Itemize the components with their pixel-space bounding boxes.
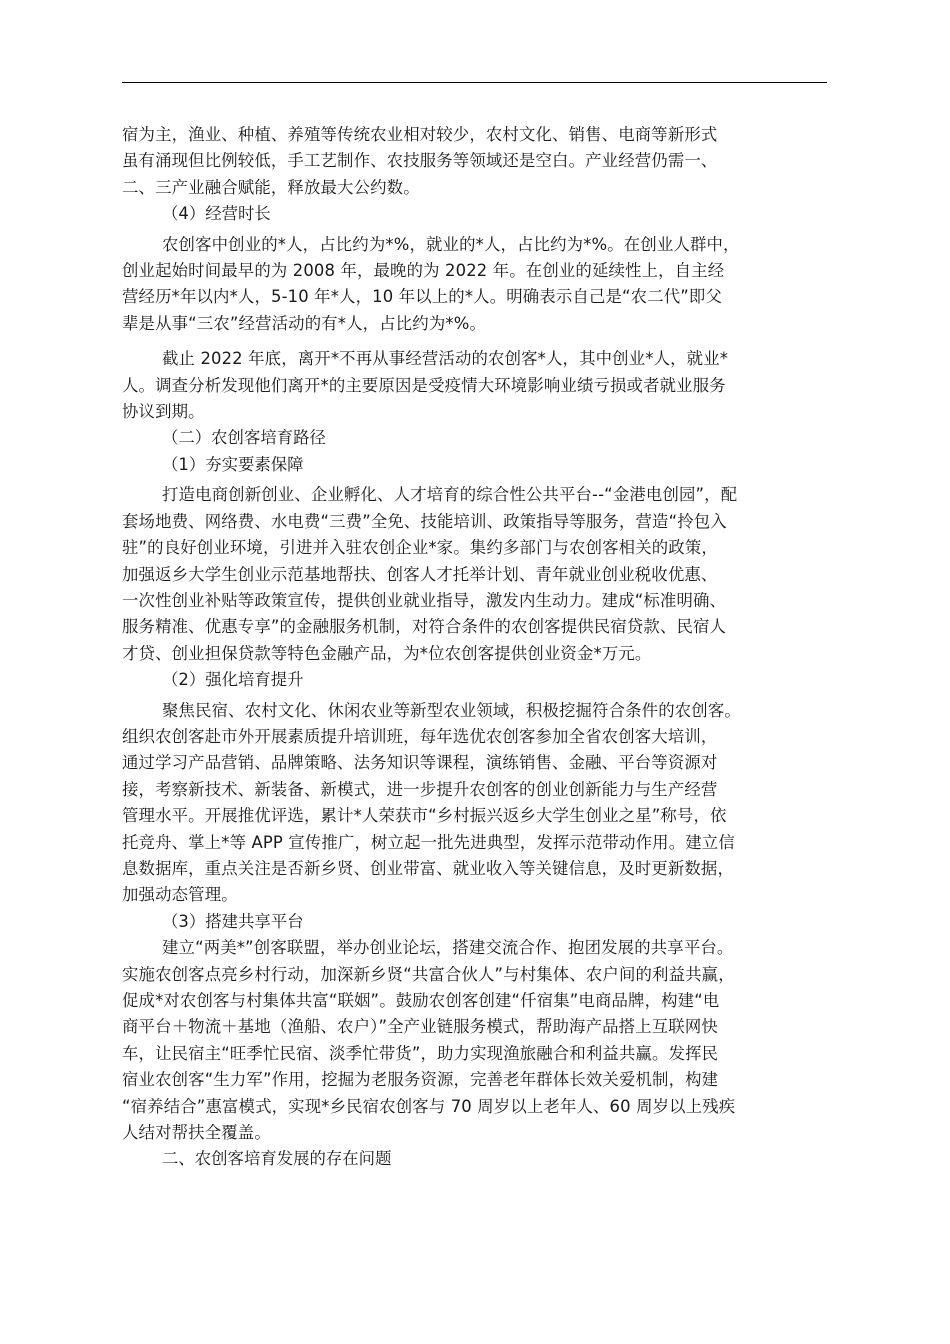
paragraph-platform: 建立“两美*”创客联盟，举办创业论坛，搭建交流合作、抱团发展的共享平台。 实施农创客点亮乡村行动，加深新乡贤“共富合伙人”与村集体、农户间的利益共赢， 促成*对农创客与村集体共富“联姻”。鼓励农创客创建“仟宿集”电商品牌，构建“电 商平台＋物流＋基地（渔船、农户）”全产业链服务模式，帮助海产品搭上互联网快 车，让民宿主“旺季忙民宿、淡季忙带货”，助力实现渔旅融合和利益共赢。发挥民 宿业农创客“生力军”作用，挖掘为老服务资源，完善老年群体长效关爱机制，构建 “宿养结合”惠富模式，实现*乡民宿农创客与 70 周岁以上老年人、60 周岁以上残疾 人结对帮扶全覆盖。 [122, 938, 736, 1143]
header-rule [122, 82, 827, 83]
paragraph-training: 聚焦民宿、农村文化、休闲农业等新型农业领域，积极挖掘符合条件的农创客。 组织农创客赴市外开展素质提升培训班，每年选优农创客参加全省农创客大培训， 通过学习产品营销、品牌策略、法务知识等课程，演练销售、金融、平台等资源对 接，考察新技术、新装备、新模式，进一步提升农创客的创业创新能力与生产经营 管理水平。开展推优评选，累计*人荣获市“乡村振兴返乡大学生创业之星”称号，依 托竞舟、掌上*等 APP 宣传推广，树立起一批先进典型，发挥示范带动作用。建立信 息数据库，重点关注是否新乡贤、创业带富、就业收入等关键信息，及时更新数据， 加强动态管理。 [122, 700, 741, 905]
heading-operation-duration: （4）经营时长 [162, 204, 271, 224]
heading-platform: （3）搭建共享平台 [162, 911, 304, 931]
heading-elements: （1）夯实要素保障 [162, 454, 304, 474]
heading-problems: 二、农创客培育发展的存在问题 [162, 1149, 392, 1169]
paragraph-operation-duration: 农创客中创业的*人，占比约为*%，就业的*人，占比约为*%。在创业人群中， 创业起始时间最早的为 2008 年，最晚的为 2022 年。在创业的延续性上，自主经 营经历*年以内*人，5-10 年*人，10 年以上的*人。明确表示自己是“农二代”即父 辈是从事“三农”经营活动的有*人，占比约为*%。 [122, 234, 740, 333]
heading-cultivation-path: （二）农创客培育路径 [162, 428, 326, 448]
heading-training: （2）强化培育提升 [162, 670, 304, 690]
paragraph-elements: 打造电商创新创业、企业孵化、人才培育的综合性公共平台--“金港电创园”，配 套场地费、网络费、水电费“三费”全免、技能培训、政策指导等服务，营造“拎包入 驻”的良好创业环境，引进并入驻农创企业*家。集约多部门与农创客相关的政策， 加强返乡大学生创业示范基地帮扶、创客人才托举计划、青年就业创业税收优惠、 一次性创业补贴等政策宣传，提供创业就业指导，激发内生动力。建成“标准明确、 服务精准、优惠专享”的金融服务机制，对符合条件的农创客提供民宿贷款、民宿人 才贷、创业担保贷款等特色金融产品，为*位农创客提供创业资金*万元。 [122, 485, 738, 663]
paragraph-industry-structure: 宿为主，渔业、种植、养殖等传统农业相对较少，农村文化、销售、电商等新形式 虽有涌现但比例较低，手工艺制作、农技服务等领域还是空白。产业经营仍需一、 二、三产业融合赋能，释放最大公约数。 [122, 125, 718, 197]
paragraph-departure: 截止 2022 年底，离开*不再从事经营活动的农创客*人，其中创业*人，就业* 人。调查分析发现他们离开*的主要原因是受疫情大环境影响业绩亏损或者就业服务 协议到期。 [122, 349, 729, 422]
document-body [122, 122, 830, 1173]
